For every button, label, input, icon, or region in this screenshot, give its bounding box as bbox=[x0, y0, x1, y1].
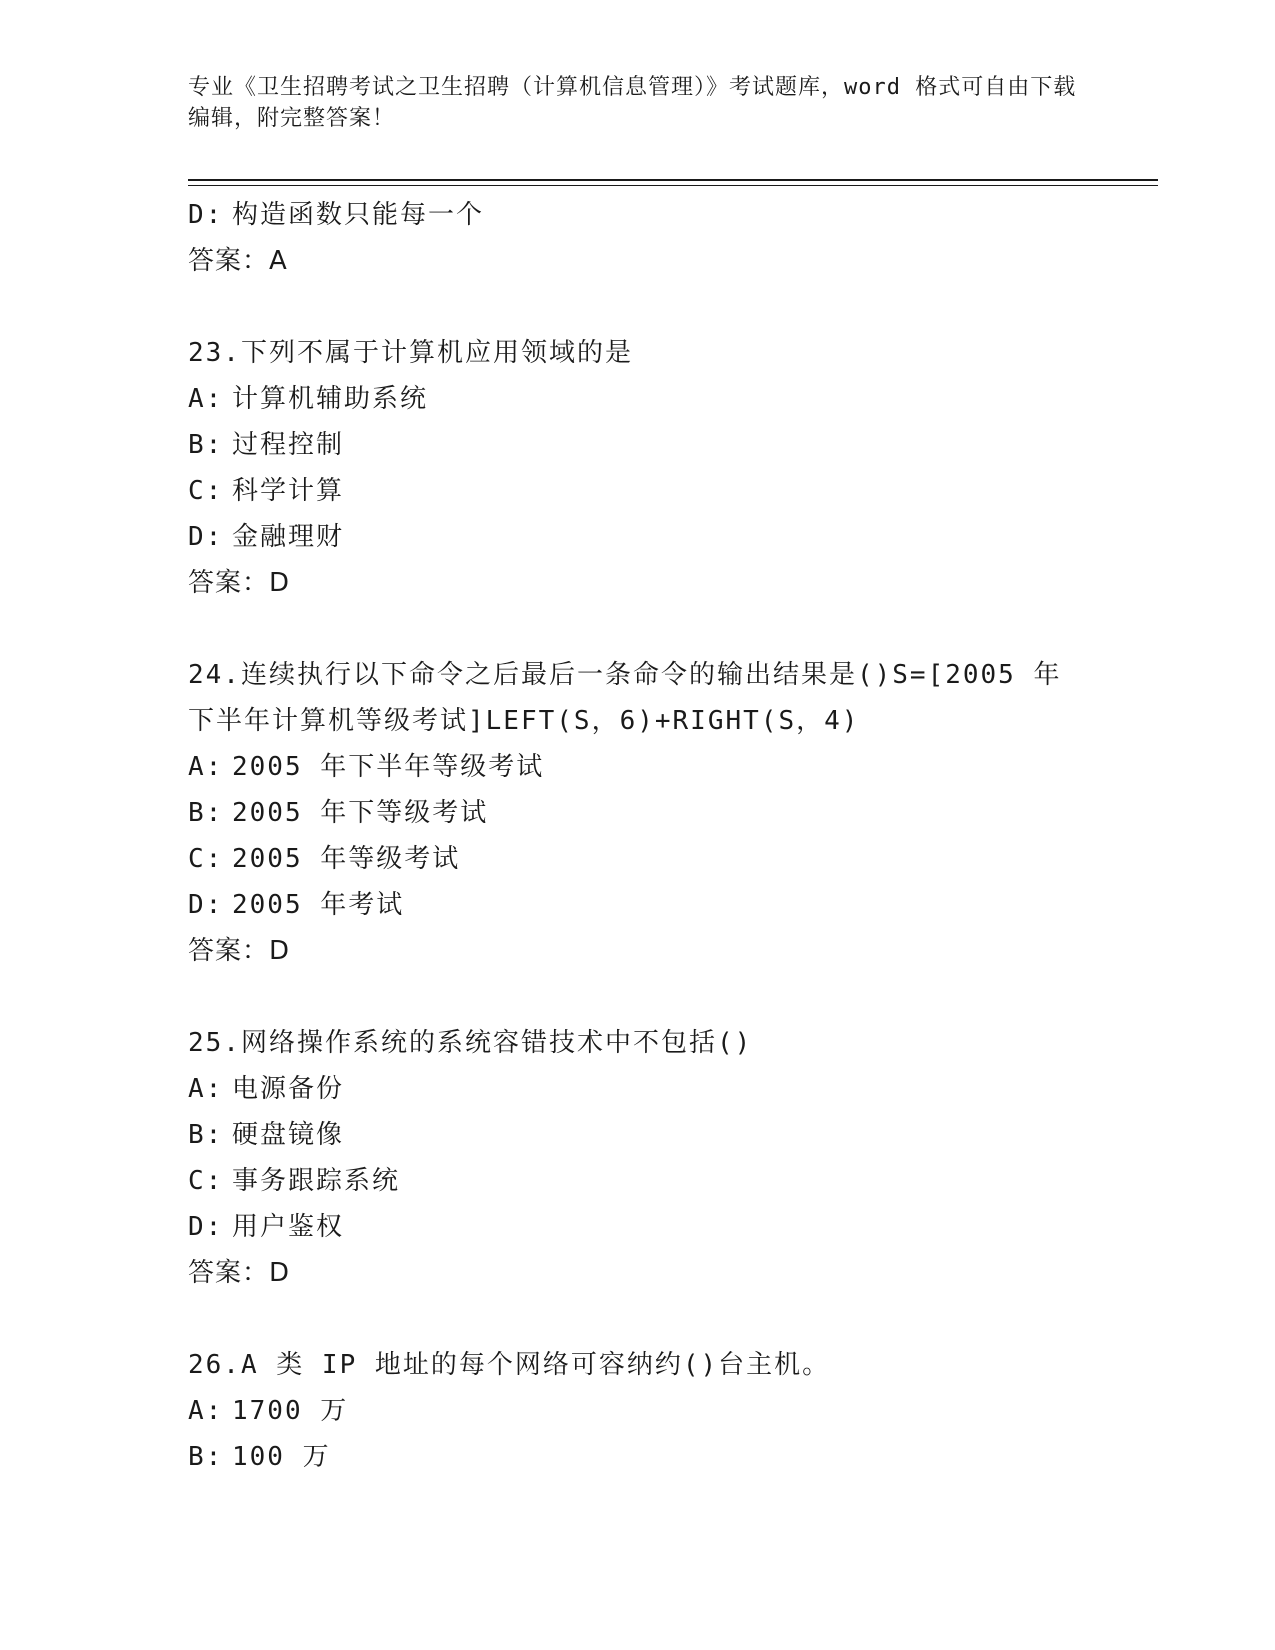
option bbox=[188, 1158, 1148, 1204]
option-key: A: bbox=[188, 1074, 224, 1104]
option-key: C: bbox=[188, 1166, 224, 1196]
option bbox=[188, 882, 1148, 928]
option bbox=[188, 376, 1148, 422]
answer: 答案：D bbox=[188, 1258, 291, 1288]
option-key: D: bbox=[188, 890, 224, 920]
answer: 答案：D bbox=[188, 936, 291, 966]
question-title: 24.连续执行以下命令之后最后一条命令的输出结果是()S=[2005 年下半年计算机等级考试]LEFT(S，6)+RIGHT(S，4) bbox=[188, 660, 1062, 736]
option-key: C: bbox=[188, 844, 224, 874]
option bbox=[188, 744, 1148, 790]
option bbox=[188, 468, 1148, 514]
answer: 答案：D bbox=[188, 568, 291, 598]
option-text: 计算机辅助系统 bbox=[232, 384, 429, 414]
option-text: 100 万 bbox=[232, 1442, 331, 1472]
option bbox=[188, 1388, 1148, 1434]
option-text: 2005 年考试 bbox=[232, 890, 405, 920]
option-key: A: bbox=[188, 1396, 224, 1426]
option-text: 电源备份 bbox=[232, 1074, 345, 1104]
option-text: 2005 年下等级考试 bbox=[232, 798, 489, 828]
question-list bbox=[188, 192, 1148, 1480]
option bbox=[188, 1434, 1148, 1480]
option-key: A: bbox=[188, 384, 224, 414]
question-title: 25.网络操作系统的系统容错技术中不包括() bbox=[188, 1028, 753, 1058]
option-text: 过程控制 bbox=[232, 430, 345, 460]
option bbox=[188, 790, 1148, 836]
option-text: 2005 年下半年等级考试 bbox=[232, 752, 545, 782]
prev-option-d bbox=[188, 192, 1148, 238]
option-text: 构造函数只能每一个 bbox=[232, 200, 485, 230]
option bbox=[188, 1204, 1148, 1250]
option-text: 2005 年等级考试 bbox=[232, 844, 461, 874]
option-key: D: bbox=[188, 200, 224, 230]
option-key: A: bbox=[188, 752, 224, 782]
option-text: 金融理财 bbox=[232, 522, 345, 552]
question-title: 26.A 类 IP 地址的每个网络可容纳约()台主机。 bbox=[188, 1350, 831, 1380]
option-text: 用户鉴权 bbox=[232, 1212, 345, 1242]
option-text: 科学计算 bbox=[232, 476, 345, 506]
option-key: B: bbox=[188, 430, 224, 460]
option bbox=[188, 836, 1148, 882]
spacer bbox=[188, 1296, 1148, 1342]
option bbox=[188, 514, 1148, 560]
option-key: D: bbox=[188, 522, 224, 552]
option bbox=[188, 1112, 1148, 1158]
document-intro: 专业《卫生招聘考试之卫生招聘（计算机信息管理）》考试题库，word 格式可自由下载编辑，附完整答案！ bbox=[188, 75, 1077, 131]
spacer bbox=[188, 606, 1148, 652]
option bbox=[188, 1066, 1148, 1112]
header-divider-thin bbox=[188, 185, 1158, 186]
option-text: 1700 万 bbox=[232, 1396, 349, 1426]
prev-answer: 答案：A bbox=[188, 246, 288, 276]
option-key: C: bbox=[188, 476, 224, 506]
option-key: B: bbox=[188, 1120, 224, 1150]
header-divider-thick bbox=[188, 179, 1158, 181]
spacer bbox=[188, 284, 1148, 330]
spacer bbox=[188, 974, 1148, 1020]
question-title: 23.下列不属于计算机应用领域的是 bbox=[188, 338, 633, 368]
option-text: 硬盘镜像 bbox=[232, 1120, 345, 1150]
option-text: 事务跟踪系统 bbox=[232, 1166, 401, 1196]
option-key: B: bbox=[188, 1442, 224, 1472]
option-key: B: bbox=[188, 798, 224, 828]
option-key: D: bbox=[188, 1212, 224, 1242]
option bbox=[188, 422, 1148, 468]
